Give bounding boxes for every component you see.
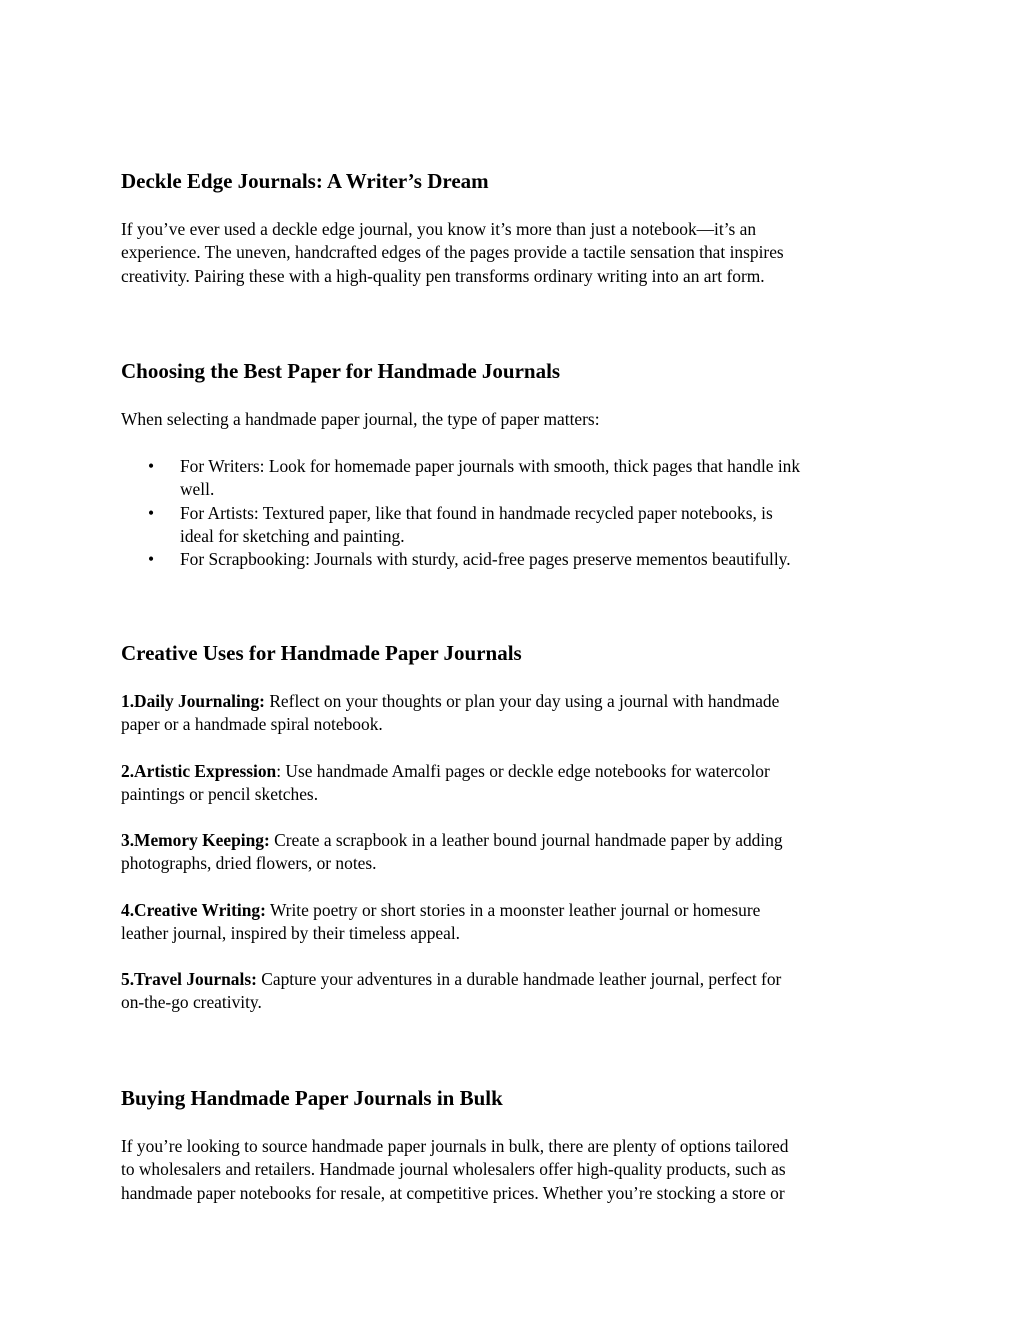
creative-use-item: 5.Travel Journals: Capture your adventures in a durable handmade leather journal, perfect for on-the-go creativity. <box>121 969 782 1013</box>
item-label: 3.Memory Keeping: <box>121 830 270 850</box>
item-label: 1.Daily Journaling: <box>121 691 265 711</box>
bullet-icon: • <box>148 549 155 570</box>
item-label: 4.Creative Writing: <box>121 900 266 920</box>
paragraph-line: If you’ve ever used a deckle edge journal, you know it’s more than just a notebook—it’s an <box>121 219 757 239</box>
creative-use-item: 3.Memory Keeping: Create a scrapbook in a leather bound journal handmade paper by adding photographs, dried flowers, or notes. <box>121 830 783 874</box>
paragraph-line: to wholesalers and retailers. Handmade journal wholesalers offer high-quality products, such as <box>121 1159 786 1180</box>
creative-use-item: 1.Daily Journaling: Reflect on your thoughts or plan your day using a journal with handmade paper or a handmade spiral notebook. <box>121 691 780 735</box>
section-heading-buying-bulk: Buying Handmade Paper Journals in Bulk <box>121 1086 503 1110</box>
creative-use-item: 2.Artistic Expression: Use handmade Amalfi pages or deckle edge notebooks for watercolor paintings or pencil sketches. <box>121 761 770 805</box>
section-heading-creative-uses: Creative Uses for Handmade Paper Journals <box>121 641 522 665</box>
item-label: 5.Travel Journals: <box>121 969 257 989</box>
deckle-edge-paragraph <box>121 218 911 288</box>
buying-bulk-paragraph <box>121 1135 911 1205</box>
section-heading-choosing-paper: Choosing the Best Paper for Handmade Journals <box>121 359 561 383</box>
creative-use-item: 4.Creative Writing: Write poetry or short stories in a moonster leather journal or homesure leather journal, inspired by their timeless appeal. <box>121 900 761 944</box>
list-item: • For Scrapbooking: Journals with sturdy, acid-free pages preserve mementos beautifully. <box>121 548 911 571</box>
bullet-icon: • <box>148 456 155 476</box>
section-heading-deckle-edge: Deckle Edge Journals: A Writer’s Dream <box>121 169 489 193</box>
bullet-icon: • <box>148 502 155 523</box>
paragraph-line: If you’re looking to source handmade paper journals in bulk, there are plenty of options tailored <box>121 1136 789 1156</box>
paper-type-list <box>121 455 911 571</box>
list-item: • For Writers: Look for homemade paper journals with smooth, thick pages that handle ink well. <box>148 456 801 500</box>
paragraph-line: handmade paper notebooks for resale, at competitive prices. Whether you’re stocking a store or <box>121 1182 785 1203</box>
paragraph-line: experience. The uneven, handcrafted edges of the pages provide a tactile sensation that inspires <box>121 242 784 263</box>
choosing-paper-intro: When selecting a handmade paper journal, the type of paper matters: <box>121 409 600 429</box>
list-item: • For Artists: Textured paper, like that found in handmade recycled paper notebooks, is ideal for sketching and painting. <box>148 502 773 546</box>
item-label: 2.Artistic Expression <box>121 761 277 781</box>
paragraph-line: creativity. Pairing these with a high-quality pen transforms ordinary writing into an art form. <box>121 265 765 286</box>
